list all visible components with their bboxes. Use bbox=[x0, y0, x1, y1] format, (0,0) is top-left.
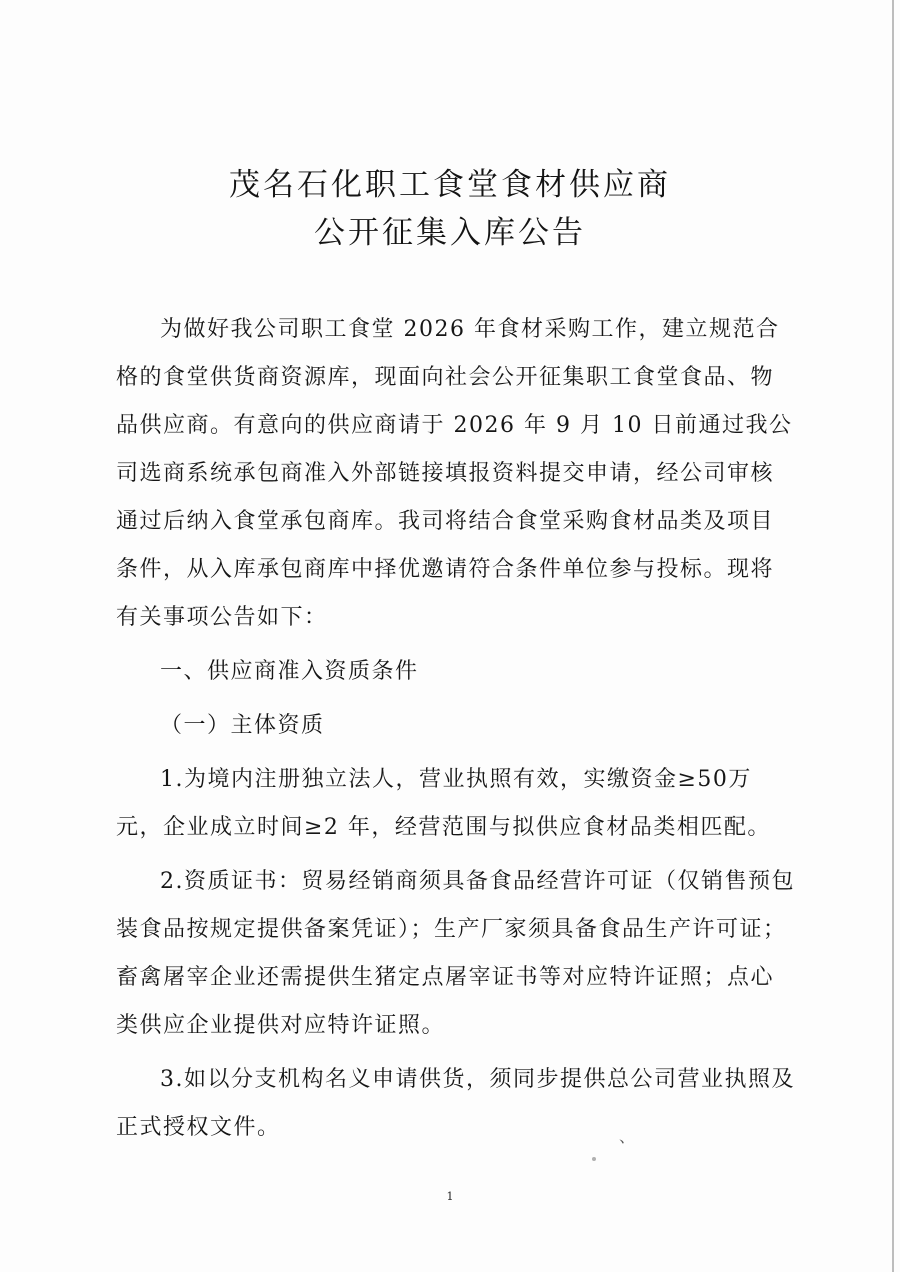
document-title-line-2: 公开征集入库公告 bbox=[314, 215, 586, 251]
intro-paragraph: 为做好我公司职工食堂 2026 年食材采购工作，建立规范合格的食堂供货商资源库，现面向社会公开征集职工食堂食品、物品供应商。有意向的供应商请于 2026 年 9 月 10 日前通过我公司选商系统承包商准入外部链接填报资料提交申请，经公司审核通过后纳入食堂承包商库。我司将结合食堂采购食材品类及项目条件，从入库承包商库中择优邀请符合条件单位参与投标。现将有关事项公告如下： bbox=[116, 317, 793, 630]
subsection-heading: （一）主体资质 bbox=[160, 713, 325, 738]
section-heading: 一、供应商准入资质条件 bbox=[160, 659, 419, 684]
clause-1: 1.为境内注册独立法人，营业执照有效，实缴资金≥50万元，企业成立时间≥2 年，经营范围与拟供应食材品类相匹配。 bbox=[116, 767, 771, 840]
scan-speck bbox=[592, 1157, 596, 1161]
page-number: 1 bbox=[446, 1190, 454, 1203]
stray-mark: 、 bbox=[619, 1127, 636, 1146]
document-title-line-1: 茂名石化职工食堂食材供应商 bbox=[229, 167, 671, 203]
clause-2: 2.资质证书：贸易经销商须具备食品经营许可证（仅销售预包装食品按规定提供备案凭证）；生产厂家须具备食品生产许可证；畜禽屠宰企业还需提供生猪定点屠宰证书等对应特许证照；点心类供应企业提供对应特许证照。 bbox=[116, 869, 795, 1038]
document-body bbox=[116, 306, 796, 1152]
clause-3: 3.如以分支机构名义申请供货，须同步提供总公司营业执照及正式授权文件。 bbox=[116, 1067, 795, 1140]
